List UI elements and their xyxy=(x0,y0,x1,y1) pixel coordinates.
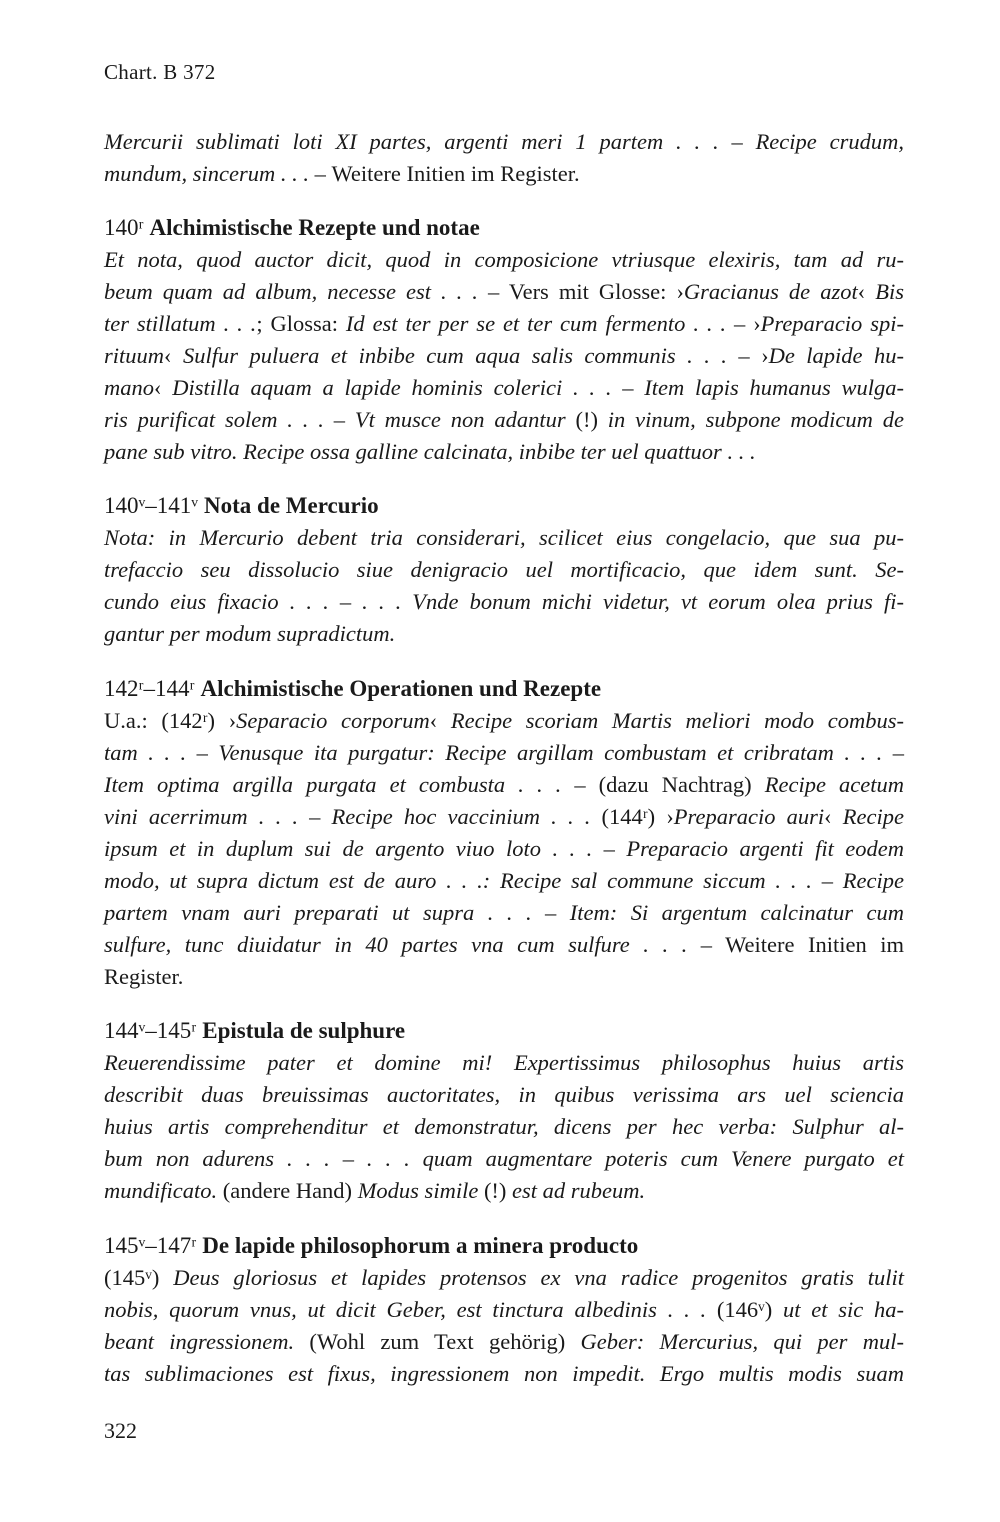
italic-text: Bis xyxy=(875,279,905,304)
italic-text: modo, ut supra dictum est de auro . . .: Recipe sal commune siccum . . . – Recipe xyxy=(104,868,904,893)
text-line xyxy=(104,276,904,308)
italic-text: Gracianus de azot xyxy=(683,279,858,304)
roman-text: – Weitere Initien im xyxy=(700,932,904,957)
italic-text: Preparacio auri xyxy=(673,804,825,829)
page-number: 322 xyxy=(104,1418,137,1443)
italic-text: trefaccio seu dissolucio siue denigracio uel mortificacio, que idem sunt. Se- xyxy=(104,557,904,582)
italic-text: mundificato. xyxy=(104,1178,223,1203)
text-line xyxy=(104,1079,904,1111)
italic-text: Recipe acetum xyxy=(764,772,904,797)
italic-text: partem vnam auri preparati ut supra . . . – Item: Si argentum calcinatur cum xyxy=(104,900,904,925)
entry-140v-141v xyxy=(104,490,904,650)
italic-text: Geber: Mercurius, qui per mul- xyxy=(580,1329,904,1354)
italic-text: in vinum, subpone modicum de xyxy=(607,407,905,432)
roman-text: ‹ xyxy=(429,708,451,733)
italic-text: cundo eius fixacio . . . – . . . Vnde bonum michi videtur, vt eorum olea prius fi- xyxy=(104,589,904,614)
italic-text: huius artis comprehenditur et demonstratur, dicens per hec verba: Sulphur al- xyxy=(104,1114,904,1139)
entry-title: Alchimistische Rezepte und notae xyxy=(149,215,480,240)
text-line xyxy=(104,737,904,769)
entry-title: Alchimistische Operationen und Rezepte xyxy=(200,676,602,701)
text-line xyxy=(104,1143,904,1175)
folio-range: 145ᵛ–147ʳ xyxy=(104,1233,197,1258)
text-line xyxy=(104,1175,904,1207)
italic-text: ipsum et in duplum sui de argento viuo loto . . . – Preparacio argenti fit eodem xyxy=(104,836,904,861)
italic-text: Deus gloriosus et lapides protensos ex vna radice progenitos gratis tulit xyxy=(173,1265,904,1290)
roman-text: Weitere Initien im Register. xyxy=(331,161,580,186)
roman-text: (!) xyxy=(575,407,608,432)
roman-text: ; Glossa: xyxy=(256,311,346,336)
italic-text: rituum xyxy=(104,343,165,368)
text-line xyxy=(104,897,904,929)
entry-heading xyxy=(104,673,904,705)
entry-heading xyxy=(104,490,904,522)
italic-text: vini acerrimum . . . – Recipe hoc vaccinium . . . xyxy=(104,804,602,829)
roman-text: – › xyxy=(733,311,761,336)
text-line xyxy=(104,961,904,993)
roman-text: ‹ xyxy=(857,279,876,304)
entry-145v-147r xyxy=(104,1230,904,1390)
text-line xyxy=(104,1326,904,1358)
roman-text: Register. xyxy=(104,964,184,989)
roman-text: (!) xyxy=(483,1178,513,1203)
italic-text: Et nota, quod auctor dicit, quod in composicione vtriusque elexiris, tam ad ru- xyxy=(104,247,904,272)
italic-text: Preparacio spi- xyxy=(760,311,904,336)
text-line xyxy=(104,618,904,650)
text-line xyxy=(104,929,904,961)
text-line xyxy=(104,833,904,865)
text-line xyxy=(104,126,904,158)
text-line xyxy=(104,705,904,737)
text-line xyxy=(104,865,904,897)
italic-text: beum quam ad album, necesse est . . . xyxy=(104,279,488,304)
text-line xyxy=(104,554,904,586)
text-line xyxy=(104,586,904,618)
italic-text: est ad rubeum. xyxy=(512,1178,646,1203)
italic-text: Distilla aquam a lapide hominis colerici . . . – Item lapis humanus wulga- xyxy=(172,375,904,400)
italic-text: mano xyxy=(104,375,154,400)
italic-text: Item optima argilla purgata et combusta . . . xyxy=(104,772,575,797)
text-line xyxy=(104,308,904,340)
italic-text: ter stillatum . . . xyxy=(104,311,257,336)
entry-heading xyxy=(104,1015,904,1047)
roman-text: – Vers mit Glosse: › xyxy=(487,279,684,304)
italic-text: Mercurii sublimati loti XI partes, argenti meri 1 partem . . . – Recipe crudum, xyxy=(104,129,904,154)
italic-text: sulfure, tunc diuidatur in 40 partes vna cum sulfure . . . xyxy=(104,932,701,957)
italic-text: Reuerendissime pater et domine mi! Expertissimus philosophus huius artis xyxy=(104,1050,904,1075)
intro-block xyxy=(104,126,904,190)
entry-title: Epistula de sulphure xyxy=(202,1018,406,1043)
italic-text: Sulfur puluera et inbibe cum aqua salis communis . . . xyxy=(182,343,739,368)
roman-text: ‹ xyxy=(824,804,843,829)
text-line xyxy=(104,1262,904,1294)
running-header: Chart. B 372 xyxy=(104,60,216,84)
entry-140r xyxy=(104,212,904,468)
italic-text: bum non adurens . . . – . . . quam augmentare poteris cum Venere purgato et xyxy=(104,1146,904,1171)
roman-text: – (dazu Nachtrag) xyxy=(574,772,765,797)
roman-text: – › xyxy=(738,343,769,368)
folio-range: 144ᵛ–145ʳ xyxy=(104,1018,197,1043)
text-line xyxy=(104,1111,904,1143)
roman-text: ‹ xyxy=(154,375,173,400)
text-line xyxy=(104,340,904,372)
italic-text: Id est ter per se et ter cum fermento . . . xyxy=(345,311,734,336)
italic-text: Nota: in Mercurio debent tria considerari, scilicet eius congelacio, que sua pu- xyxy=(104,525,904,550)
italic-text: beant ingressionem. xyxy=(104,1329,310,1354)
text-line xyxy=(104,522,904,554)
entry-heading xyxy=(104,212,904,244)
italic-text: nobis, quorum vnus, ut dicit Geber, est tinctura albedinis . . . xyxy=(104,1297,717,1322)
entry-title: De lapide philosophorum a minera producto xyxy=(202,1233,639,1258)
italic-text: De lapide hu- xyxy=(768,343,904,368)
text-line xyxy=(104,436,904,468)
entry-142r-144r xyxy=(104,673,904,993)
italic-text: tam . . . – Venusque ita purgatur: Recipe argillam combustam et cribratam . . . – xyxy=(104,740,904,765)
roman-text: (Wohl zum Text gehörig) xyxy=(309,1329,581,1354)
italic-text: pane sub vitro. Recipe ossa galline calcinata, inbibe ter uel quattuor . . . xyxy=(104,439,756,464)
text-line xyxy=(104,244,904,276)
folio-range: 140ʳ xyxy=(104,215,144,240)
roman-text: (144ʳ) › xyxy=(601,804,674,829)
italic-text: Modus simile xyxy=(357,1178,484,1203)
folio-range: 142ʳ–144ʳ xyxy=(104,676,195,701)
roman-text: (145ᵛ) xyxy=(104,1265,174,1290)
text-line xyxy=(104,404,904,436)
italic-text: gantur per modum supradictum. xyxy=(104,621,396,646)
italic-text: mundum, sincerum . . . – xyxy=(104,161,332,186)
italic-text: Recipe xyxy=(842,804,904,829)
text-line xyxy=(104,1358,904,1390)
folio-range: 140ᵛ–141ᵛ xyxy=(104,493,199,518)
text-line xyxy=(104,1294,904,1326)
text-line xyxy=(104,158,904,190)
text-line xyxy=(104,372,904,404)
italic-text: Separacio corporum xyxy=(236,708,430,733)
roman-text: U.a.: (142ʳ) › xyxy=(104,708,237,733)
entry-heading xyxy=(104,1230,904,1262)
text-line xyxy=(104,1047,904,1079)
roman-text: (146ᵛ) xyxy=(716,1297,783,1322)
roman-text: ‹ xyxy=(164,343,183,368)
italic-text: tas sublimaciones est fixus, ingressionem non impedit. Ergo multis modis suam xyxy=(104,1361,904,1386)
text-line xyxy=(104,769,904,801)
roman-text: (andere Hand) xyxy=(222,1178,358,1203)
italic-text: ris purificat solem . . . – Vt musce non adantur xyxy=(104,407,576,432)
entry-144v-145r xyxy=(104,1015,904,1207)
italic-text: ut et sic ha- xyxy=(782,1297,904,1322)
entry-title: Nota de Mercurio xyxy=(204,493,379,518)
italic-text: Recipe scoriam Martis meliori modo combus- xyxy=(450,708,904,733)
text-line xyxy=(104,801,904,833)
italic-text: describit duas breuissimas auctoritates, in quibus verissima ars uel sciencia xyxy=(104,1082,904,1107)
